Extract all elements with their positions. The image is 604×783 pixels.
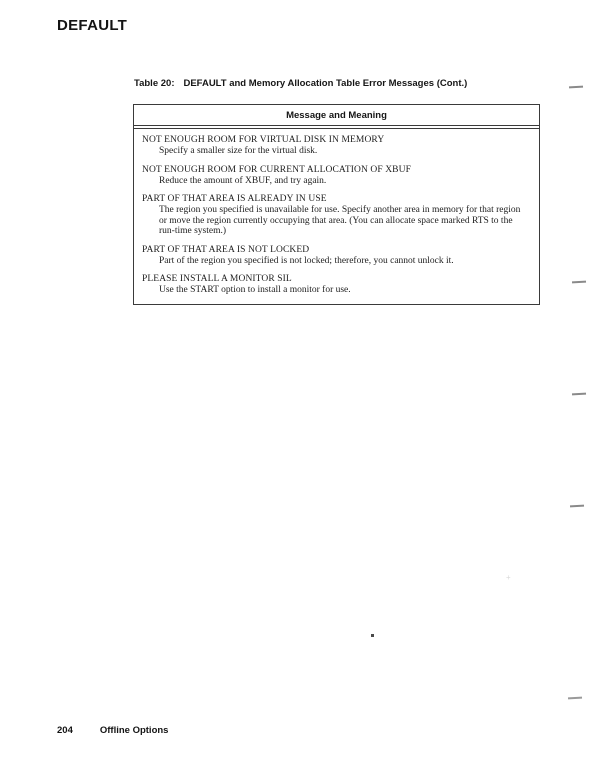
- table-row: [142, 165, 531, 187]
- page-number: 204: [57, 725, 73, 736]
- error-message: PART OF THAT AREA IS NOT LOCKED: [142, 244, 310, 255]
- table-column-header: Message and Meaning: [134, 105, 539, 126]
- error-message: PLEASE INSTALL A MONITOR SIL: [142, 274, 292, 284]
- table-row: [142, 274, 531, 296]
- margin-dash-mark: [572, 393, 586, 395]
- table-body: [134, 129, 539, 304]
- scan-plus-artifact: +: [506, 573, 511, 582]
- error-message-table: [133, 104, 540, 305]
- error-meaning: Reduce the amount of XBUF, and try again.: [159, 175, 327, 186]
- page-footer: [57, 725, 168, 736]
- error-meaning: Specify a smaller size for the virtual disk.: [159, 146, 318, 156]
- table-row: [142, 245, 531, 267]
- table-row: [142, 194, 531, 237]
- table-caption-text: DEFAULT and Memory Allocation Table Error Messages (Cont.): [183, 78, 468, 89]
- error-message: NOT ENOUGH ROOM FOR CURRENT ALLOCATION OF XBUF: [142, 164, 411, 175]
- running-header: DEFAULT: [57, 17, 128, 34]
- margin-dash-mark: [568, 697, 582, 699]
- footer-section-title: Offline Options: [99, 725, 169, 736]
- table-row: [142, 135, 531, 157]
- table-caption: [134, 78, 467, 89]
- error-meaning: The region you specified is unavailable for use. Specify another area in memory for that region or move the region currently occupying that area. (You can allocate space marked RTS to the run-time system.): [159, 205, 521, 236]
- margin-dash-mark: [570, 505, 584, 507]
- table-caption-label: Table 20:: [134, 78, 175, 89]
- margin-dash-mark: [569, 86, 583, 88]
- error-message: NOT ENOUGH ROOM FOR VIRTUAL DISK IN MEMORY: [142, 135, 385, 145]
- scan-speck-artifact: [371, 634, 374, 637]
- error-meaning: Use the START option to install a monitor for use.: [159, 285, 351, 295]
- error-message: PART OF THAT AREA IS ALREADY IN USE: [142, 194, 327, 204]
- error-meaning: Part of the region you specified is not locked; therefore, you cannot unlock it.: [159, 255, 454, 266]
- margin-dash-mark: [572, 281, 586, 283]
